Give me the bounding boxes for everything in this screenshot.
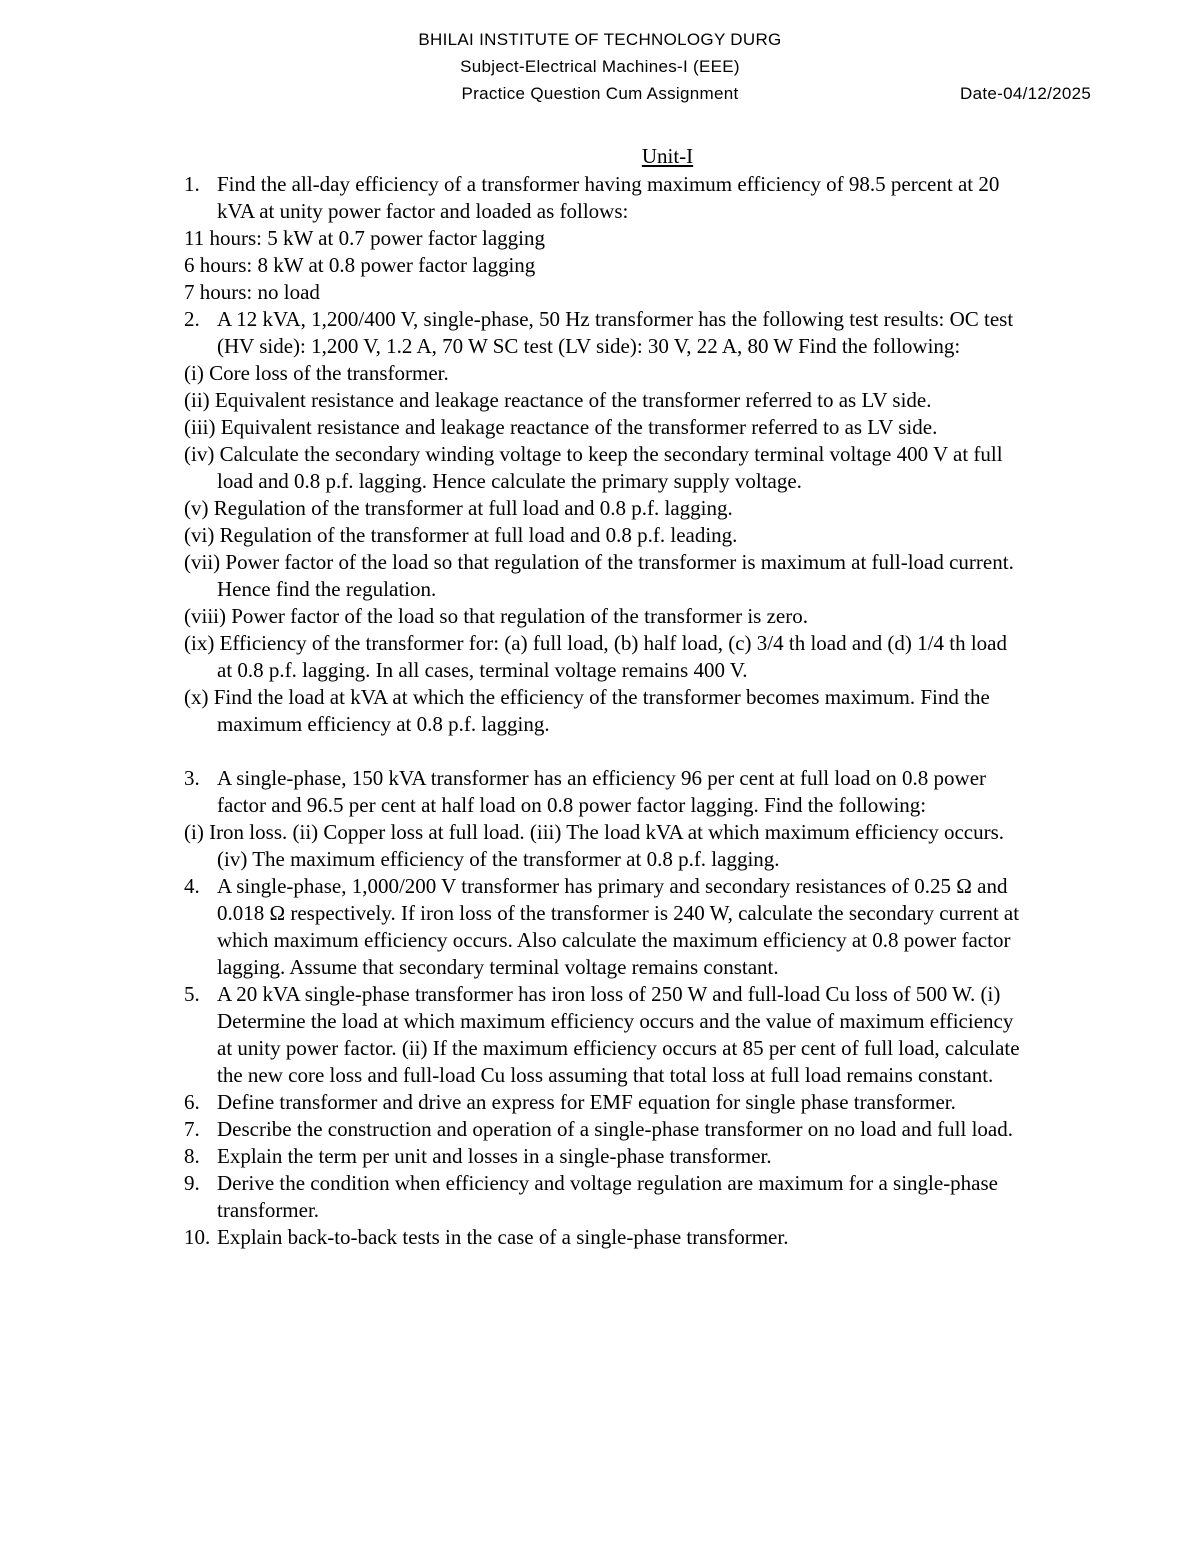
continuation-text: the new core loss and full-load Cu loss assuming that total loss at full load remains constant. xyxy=(217,1063,994,1087)
question-text: Derive the condition when efficiency and voltage regulation are maximum for a single-phase xyxy=(217,1171,998,1195)
sub-question-text: (ii) Equivalent resistance and leakage reactance of the transformer referred to as LV side. xyxy=(184,388,932,412)
sub-question-text: (x) Find the load at kVA at which the efficiency of the transformer becomes maximum. Find the xyxy=(184,685,990,709)
sub-question-text: (ix) Efficiency of the transformer for: (a) full load, (b) half load, (c) 3/4 th load and (d) 1/4 th load xyxy=(184,631,1007,655)
subject-title: Subject-Electrical Machines-I (EEE) xyxy=(460,57,740,76)
question-number: 8. xyxy=(184,1144,200,1168)
question-number: 7. xyxy=(184,1117,200,1141)
sub-question-text: (vi) Regulation of the transformer at full load and 0.8 p.f. leading. xyxy=(184,523,738,547)
question-number: 2. xyxy=(184,307,200,331)
question-number: 1. xyxy=(184,172,200,196)
schedule-text: 6 hours: 8 kW at 0.8 power factor lagging xyxy=(184,253,536,277)
continuation-text: 0.018 Ω respectively. If iron loss of the transformer is 240 W, calculate the secondary current at xyxy=(217,901,1020,925)
continuation-text: at unity power factor. (ii) If the maximum efficiency occurs at 85 per cent of full load, calculate xyxy=(217,1036,1020,1060)
sub-question-text: (i) Core loss of the transformer. xyxy=(184,361,449,385)
continuation-text: kVA at unity power factor and loaded as follows: xyxy=(217,199,629,223)
sub-question-text: (viii) Power factor of the load so that regulation of the transformer is zero. xyxy=(184,604,808,628)
continuation-text: transformer. xyxy=(217,1198,320,1222)
continuation-text: load and 0.8 p.f. lagging. Hence calculate the primary supply voltage. xyxy=(217,469,802,493)
institute-name: BHILAI INSTITUTE OF TECHNOLOGY DURG xyxy=(418,30,782,49)
sub-question-text: (vii) Power factor of the load so that regulation of the transformer is maximum at full-load current. xyxy=(184,550,1014,574)
question-text: A single-phase, 150 kVA transformer has an efficiency 96 per cent at full load on 0.8 power xyxy=(217,766,987,790)
continuation-text: factor and 96.5 per cent at half load on 0.8 power factor lagging. Find the following: xyxy=(217,793,927,817)
schedule-text: 7 hours: no load xyxy=(184,280,320,304)
question-number: 5. xyxy=(184,982,200,1006)
sub-question-text: (v) Regulation of the transformer at full load and 0.8 p.f. lagging. xyxy=(184,496,733,520)
question-number: 10. xyxy=(184,1225,211,1249)
continuation-text: (iv) The maximum efficiency of the transformer at 0.8 p.f. lagging. xyxy=(217,847,780,871)
sub-question-text: (iv) Calculate the secondary winding voltage to keep the secondary terminal voltage 400 V at full xyxy=(184,442,1003,466)
assignment-date: Date-04/12/2025 xyxy=(960,84,1092,103)
question-number: 9. xyxy=(184,1171,200,1195)
continuation-text: Hence find the regulation. xyxy=(217,577,437,601)
continuation-text: maximum efficiency at 0.8 p.f. lagging. xyxy=(217,712,550,736)
assignment-type: Practice Question Cum Assignment xyxy=(461,84,739,103)
question-text: A 12 kVA, 1,200/400 V, single-phase, 50 Hz transformer has the following test results: OC test xyxy=(217,307,1014,331)
continuation-text: lagging. Assume that secondary terminal voltage remains constant. xyxy=(217,955,779,979)
continuation-text: which maximum efficiency occurs. Also calculate the maximum efficiency at 0.8 power factor xyxy=(217,928,1011,952)
continuation-text: at 0.8 p.f. lagging. In all cases, terminal voltage remains 400 V. xyxy=(217,658,748,682)
question-text: Describe the construction and operation of a single-phase transformer on no load and full load. xyxy=(217,1117,1014,1141)
schedule-text: 11 hours: 5 kW at 0.7 power factor lagging xyxy=(184,226,545,250)
unit-title: Unit-I xyxy=(641,144,694,168)
sub-question-text: (iii) Equivalent resistance and leakage reactance of the transformer referred to as LV side. xyxy=(184,415,938,439)
sub-question-text: (i) Iron loss. (ii) Copper loss at full load. (iii) The load kVA at which maximum efficiency occurs. xyxy=(184,820,1004,844)
question-number: 4. xyxy=(184,874,200,898)
question-text: Define transformer and drive an express for EMF equation for single phase transformer. xyxy=(217,1090,956,1114)
continuation-text: (HV side): 1,200 V, 1.2 A, 70 W SC test (LV side): 30 V, 22 A, 80 W Find the following: xyxy=(217,334,961,358)
question-text: A single-phase, 1,000/200 V transformer has primary and secondary resistances of 0.25 Ω and xyxy=(217,874,1008,898)
question-text: Find the all-day efficiency of a transformer having maximum efficiency of 98.5 percent at 20 xyxy=(217,172,1000,196)
continuation-text: Determine the load at which maximum efficiency occurs and the value of maximum efficiency xyxy=(217,1009,1014,1033)
question-number: 6. xyxy=(184,1090,200,1114)
question-text: Explain back-to-back tests in the case of a single-phase transformer. xyxy=(217,1225,789,1249)
question-text: A 20 kVA single-phase transformer has iron loss of 250 W and full-load Cu loss of 500 W. (i) xyxy=(217,982,1001,1006)
question-number: 3. xyxy=(184,766,200,790)
question-text: Explain the term per unit and losses in a single-phase transformer. xyxy=(217,1144,772,1168)
